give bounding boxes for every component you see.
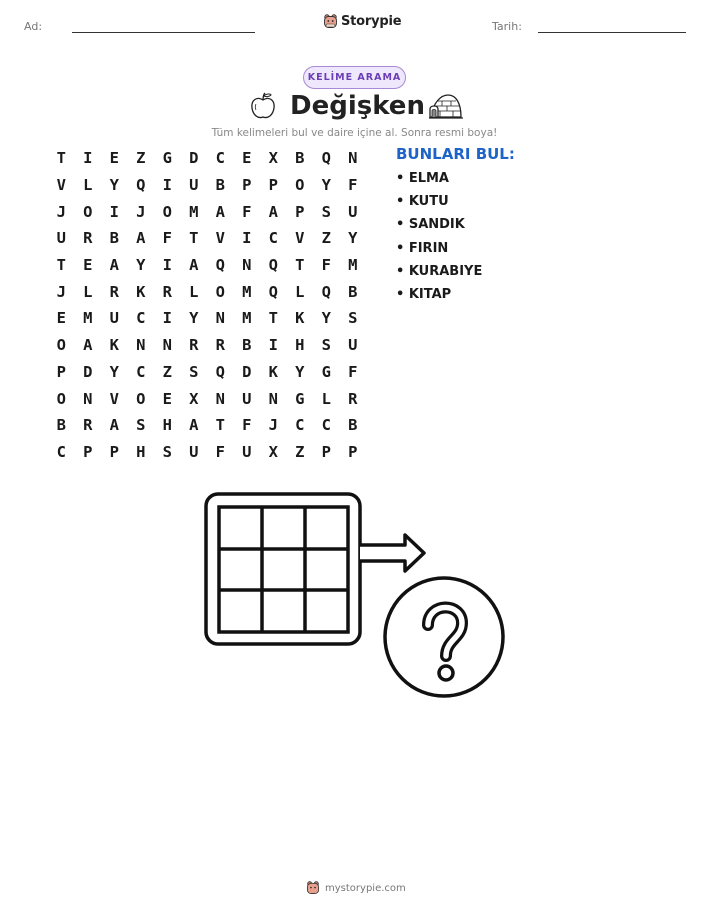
grid-letter[interactable]: F <box>215 442 225 461</box>
date-label: Tarih: <box>492 20 522 33</box>
grid-letter[interactable]: M <box>189 202 199 221</box>
word-list-title: BUNLARI BUL: <box>396 145 515 163</box>
grid-letter[interactable]: R <box>348 389 358 408</box>
grid-row <box>48 305 366 332</box>
grid-row <box>48 439 366 466</box>
word-list-item: • SANDIK <box>396 217 465 233</box>
grid-letter[interactable]: O <box>295 176 305 195</box>
name-line <box>72 32 255 33</box>
grid-letter[interactable]: R <box>83 416 93 435</box>
grid-letter[interactable]: N <box>215 309 225 328</box>
igloo-icon <box>429 92 463 121</box>
grid-row <box>48 252 366 279</box>
grid-letter[interactable]: C <box>136 309 146 328</box>
grid-letter[interactable]: Z <box>162 362 172 381</box>
grid-letter[interactable]: D <box>242 362 252 381</box>
grid-letter[interactable]: M <box>83 309 93 328</box>
grid-letter[interactable]: B <box>109 229 119 248</box>
grid-letter[interactable]: L <box>83 282 93 301</box>
grid-letter[interactable]: D <box>189 149 199 168</box>
grid-letter[interactable]: T <box>56 149 66 168</box>
grid-letter[interactable]: R <box>189 336 199 355</box>
grid-letter[interactable]: O <box>56 336 66 355</box>
grid-letter[interactable]: Q <box>268 256 278 275</box>
grid-letter[interactable]: I <box>242 229 252 248</box>
grid-letter[interactable]: Q <box>268 282 278 301</box>
grid-letter[interactable]: K <box>136 282 146 301</box>
grid-letter[interactable]: B <box>348 416 358 435</box>
grid-letter[interactable]: O <box>136 389 146 408</box>
grid-letter[interactable]: B <box>242 336 252 355</box>
grid-letter[interactable]: M <box>242 309 252 328</box>
grid-letter[interactable]: A <box>268 202 278 221</box>
grid-letter[interactable]: K <box>295 309 305 328</box>
grid-letter[interactable]: R <box>83 229 93 248</box>
grid-letter[interactable]: Q <box>215 256 225 275</box>
grid-letter[interactable]: S <box>162 442 172 461</box>
grid-letter[interactable]: C <box>321 416 331 435</box>
grid-letter[interactable]: U <box>348 336 358 355</box>
grid-letter[interactable]: Y <box>321 176 331 195</box>
grid-row <box>48 198 366 225</box>
grid-letter[interactable]: C <box>136 362 146 381</box>
grid-letter[interactable]: V <box>215 229 225 248</box>
grid-letter[interactable]: S <box>136 416 146 435</box>
grid-letter[interactable]: L <box>295 282 305 301</box>
grid-letter[interactable]: J <box>56 282 66 301</box>
grid-letter[interactable]: A <box>109 416 119 435</box>
grid-letter[interactable]: N <box>215 389 225 408</box>
grid-letter[interactable]: P <box>56 362 66 381</box>
storypie-logo-icon <box>306 880 320 896</box>
grid-row <box>48 172 366 199</box>
word-list <box>396 171 482 310</box>
grid-letter[interactable]: N <box>348 149 358 168</box>
grid-letter[interactable]: G <box>162 149 172 168</box>
grid-letter[interactable]: G <box>295 389 305 408</box>
grid-letter[interactable]: F <box>348 362 358 381</box>
grid-letter[interactable]: N <box>162 336 172 355</box>
grid-letter[interactable]: I <box>83 149 93 168</box>
grid-letter[interactable]: T <box>215 416 225 435</box>
brand-name: Storypie <box>341 14 402 29</box>
word-list-item: • KUTU <box>396 194 449 210</box>
grid-row <box>48 385 366 412</box>
grid-letter[interactable]: H <box>162 416 172 435</box>
grid-letter[interactable]: Q <box>321 282 331 301</box>
grid-letter[interactable]: I <box>268 336 278 355</box>
grid-letter[interactable]: U <box>242 389 252 408</box>
grid-letter[interactable]: L <box>83 176 93 195</box>
grid-letter[interactable]: B <box>348 282 358 301</box>
grid-letter[interactable]: N <box>268 389 278 408</box>
grid-letter[interactable]: X <box>189 389 199 408</box>
grid-letter[interactable]: C <box>215 149 225 168</box>
grid-letter[interactable]: Q <box>136 176 146 195</box>
grid-letter[interactable]: U <box>109 309 119 328</box>
grid-letter[interactable]: U <box>189 176 199 195</box>
grid-row <box>48 332 366 359</box>
grid-letter[interactable]: V <box>56 176 66 195</box>
grid-letter[interactable]: X <box>268 442 278 461</box>
grid-letter[interactable]: A <box>109 256 119 275</box>
grid-letter[interactable]: E <box>109 149 119 168</box>
grid-letter[interactable]: N <box>83 389 93 408</box>
category-badge: KELİME ARAMA <box>303 66 406 89</box>
grid-letter[interactable]: G <box>321 362 331 381</box>
word-list-item: • KURABIYE <box>396 263 483 279</box>
grid-row <box>48 225 366 252</box>
grid-letter[interactable]: P <box>83 442 93 461</box>
grid-letter[interactable]: C <box>56 442 66 461</box>
grid-letter[interactable]: H <box>295 336 305 355</box>
grid-letter[interactable]: X <box>268 149 278 168</box>
grid-letter[interactable]: F <box>348 176 358 195</box>
name-label: Ad: <box>24 20 43 33</box>
page-title: Değişken <box>290 91 425 121</box>
grid-letter[interactable]: S <box>321 336 331 355</box>
grid-letter[interactable]: S <box>189 362 199 381</box>
word-list-item: • FIRIN <box>396 240 449 256</box>
grid-letter[interactable]: D <box>83 362 93 381</box>
grid-letter[interactable]: O <box>83 202 93 221</box>
word-list-item: • KITAP <box>396 286 452 302</box>
grid-letter[interactable]: Y <box>136 256 146 275</box>
grid-row <box>48 359 366 386</box>
grid-letter[interactable]: L <box>321 389 331 408</box>
footer <box>306 880 406 896</box>
grid-letter[interactable]: E <box>83 256 93 275</box>
grid-letter[interactable]: K <box>268 362 278 381</box>
grid-letter[interactable]: P <box>268 176 278 195</box>
grid-letter[interactable]: C <box>268 229 278 248</box>
grid-letter[interactable]: U <box>348 202 358 221</box>
grid-letter[interactable]: T <box>56 256 66 275</box>
grid-letter[interactable]: R <box>162 282 172 301</box>
apple-icon <box>249 91 277 121</box>
grid-letter[interactable]: F <box>242 416 252 435</box>
grid-letter[interactable]: Z <box>136 149 146 168</box>
grid-letter[interactable]: T <box>295 256 305 275</box>
grid-letter[interactable]: I <box>162 256 172 275</box>
grid-letter[interactable]: Y <box>109 176 119 195</box>
instructions: Tüm kelimeleri bul ve daire içine al. Sonra resmi boya! <box>211 127 498 139</box>
grid-letter[interactable]: E <box>242 149 252 168</box>
grid-letter[interactable]: Y <box>295 362 305 381</box>
grid-letter[interactable]: R <box>215 336 225 355</box>
grid-letter[interactable]: F <box>162 229 172 248</box>
grid-letter[interactable]: S <box>348 309 358 328</box>
grid-letter[interactable]: C <box>295 416 305 435</box>
grid-letter[interactable]: A <box>215 202 225 221</box>
grid-letter[interactable]: H <box>136 442 146 461</box>
grid-letter[interactable]: E <box>162 389 172 408</box>
grid-letter[interactable]: A <box>136 229 146 248</box>
grid-letter[interactable]: A <box>189 256 199 275</box>
grid-letter[interactable]: Z <box>321 229 331 248</box>
grid-letter[interactable]: B <box>295 149 305 168</box>
brand-logo <box>323 13 401 30</box>
grid-row <box>48 145 366 172</box>
grid-letter[interactable]: Y <box>348 229 358 248</box>
grid-letter[interactable]: N <box>136 336 146 355</box>
word-search-grid <box>48 145 366 465</box>
grid-letter[interactable]: J <box>268 416 278 435</box>
grid-letter[interactable]: A <box>83 336 93 355</box>
grid-letter[interactable]: J <box>136 202 146 221</box>
grid-letter[interactable]: S <box>321 202 331 221</box>
grid-letter[interactable]: O <box>56 389 66 408</box>
grid-question-illustration <box>200 490 510 705</box>
grid-letter[interactable]: V <box>109 389 119 408</box>
grid-letter[interactable]: P <box>295 202 305 221</box>
grid-letter[interactable]: U <box>56 229 66 248</box>
grid-letter[interactable]: V <box>295 229 305 248</box>
grid-letter[interactable]: O <box>162 202 172 221</box>
grid-letter[interactable]: K <box>109 336 119 355</box>
grid-letter[interactable]: E <box>56 309 66 328</box>
date-line <box>538 32 686 33</box>
grid-letter[interactable]: P <box>109 442 119 461</box>
grid-letter[interactable]: R <box>109 282 119 301</box>
grid-letter[interactable]: A <box>189 416 199 435</box>
storypie-logo-icon <box>323 13 338 30</box>
grid-letter[interactable]: L <box>189 282 199 301</box>
grid-row <box>48 278 366 305</box>
grid-letter[interactable]: Z <box>295 442 305 461</box>
grid-letter[interactable]: P <box>348 442 358 461</box>
grid-letter[interactable]: F <box>321 256 331 275</box>
grid-letter[interactable]: U <box>189 442 199 461</box>
grid-letter[interactable]: P <box>242 176 252 195</box>
grid-letter[interactable]: P <box>321 442 331 461</box>
grid-letter[interactable]: U <box>242 442 252 461</box>
grid-letter[interactable]: F <box>242 202 252 221</box>
grid-letter[interactable]: I <box>162 309 172 328</box>
grid-letter[interactable]: B <box>56 416 66 435</box>
grid-letter[interactable]: B <box>215 176 225 195</box>
grid-letter[interactable]: Y <box>189 309 199 328</box>
grid-letter[interactable]: Y <box>109 362 119 381</box>
grid-letter[interactable]: Y <box>321 309 331 328</box>
grid-letter[interactable]: Q <box>215 362 225 381</box>
word-list-item: • ELMA <box>396 171 449 186</box>
grid-letter[interactable]: M <box>348 256 358 275</box>
grid-letter[interactable]: Q <box>321 149 331 168</box>
grid-letter[interactable]: J <box>56 202 66 221</box>
footer-url: mystorypie.com <box>325 882 406 894</box>
grid-letter[interactable]: N <box>242 256 252 275</box>
grid-letter[interactable]: I <box>109 202 119 221</box>
grid-letter[interactable]: T <box>189 229 199 248</box>
grid-row <box>48 412 366 439</box>
grid-letter[interactable]: T <box>268 309 278 328</box>
grid-letter[interactable]: M <box>242 282 252 301</box>
grid-letter[interactable]: O <box>215 282 225 301</box>
grid-letter[interactable]: I <box>162 176 172 195</box>
